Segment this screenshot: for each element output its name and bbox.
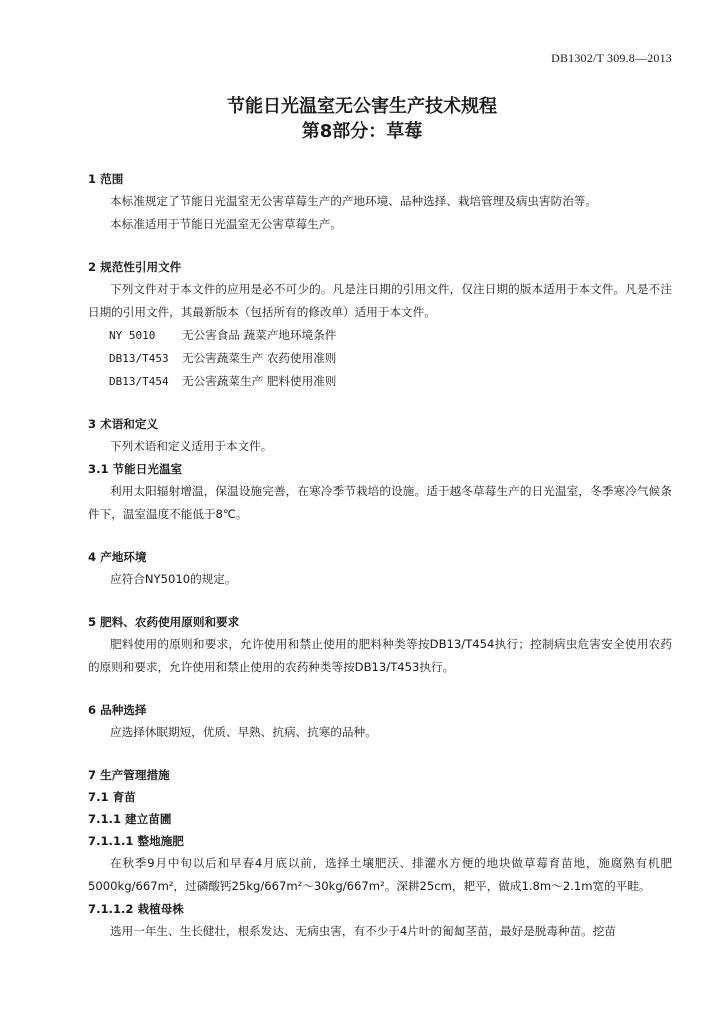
document-body (88, 168, 672, 943)
reference-title: 无公害食品 蔬菜产地环境条件 (182, 328, 337, 342)
paragraph: 下列术语和定义适用于本文件。 (110, 439, 273, 453)
paragraph: 肥料使用的原则和要求，允许使用和禁止使用的肥料种类等按DB13/T454执行；控制病虫危害安全使用农药的原则和要求，允许使用和禁止使用的农药种类等按DB13/T453执行。 (88, 637, 672, 674)
paragraph: 下列文件对于本文件的应用是必不可少的。凡是注日期的引用文件，仅注日期的版本适用于本文件。凡是不注日期的引用文件，其最新版本（包括所有的修改单）适用于本文件。 (88, 282, 672, 319)
section-heading-references: 2 规范性引用文件 (88, 260, 182, 274)
reference-item (88, 347, 672, 370)
reference-title: 无公害蔬菜生产 肥料使用准则 (182, 374, 337, 388)
subsection-heading: 7.1.1 建立苗圃 (88, 812, 172, 826)
paragraph: 应选择休眠期短，优质、早熟、抗病、抗寒的品种。 (110, 725, 377, 739)
paragraph: 应符合NY5010的规定。 (110, 572, 237, 586)
paragraph: 本标准规定了节能日光温室无公害草莓生产的产地环境、品种选择、栽培管理及病虫害防治等。 (110, 194, 597, 208)
section-heading-fertilizer: 5 肥料、农药使用原则和要求 (88, 615, 240, 629)
subsection-heading: 7.1 育苗 (88, 790, 136, 804)
reference-code: DB13/T454 (109, 375, 169, 388)
reference-code: DB13/T453 (109, 352, 169, 365)
paragraph: 本标准适用于节能日光温室无公害草莓生产。 (110, 217, 342, 231)
section-heading-environment: 4 产地环境 (88, 550, 147, 564)
section-heading-terms: 3 术语和定义 (88, 417, 159, 431)
paragraph: 在秋季9月中旬以后和早春4月底以前，选择土壤肥沃、排灌水方便的地块做草莓育苗地，施腐熟有机肥5000kg/667m²，过磷酸钙25kg/667m²～30kg/667m²。深耕25cm，耙平，做成1.8m～2.1m宽的平畦。 (88, 856, 672, 893)
paragraph: 选用一年生、生长健壮，根系发达、无病虫害，有不少于4片叶的匍匐茎苗，最好是脱毒种苗。挖苗 (110, 924, 616, 938)
document-subtitle: 第8部分：草莓 (301, 121, 423, 142)
subsection-heading: 7.1.1.2 栽植母株 (88, 902, 184, 916)
reference-code: NY 5010 (109, 329, 156, 342)
reference-item (88, 324, 672, 347)
section-heading-production: 7 生产管理措施 (88, 768, 170, 782)
section-heading-variety: 6 品种选择 (88, 703, 147, 717)
subsection-heading: 3.1 节能日光温室 (88, 462, 183, 476)
document-title: 节能日光温室无公害生产技术规程 (227, 96, 497, 117)
paragraph: 利用太阳辐射增温，保温设施完善，在寒冷季节栽培的设施。适于越冬草莓生产的日光温室，冬季寒冷气候条件下，温室温度不能低于8℃。 (88, 484, 672, 521)
reference-title: 无公害蔬菜生产 农药使用准则 (182, 351, 337, 365)
reference-item (88, 370, 672, 393)
subsection-heading: 7.1.1.1 整地施肥 (88, 834, 184, 848)
standard-code: DB1302/T 309.8—2013 (551, 51, 672, 65)
section-heading-scope: 1 范围 (88, 172, 124, 186)
